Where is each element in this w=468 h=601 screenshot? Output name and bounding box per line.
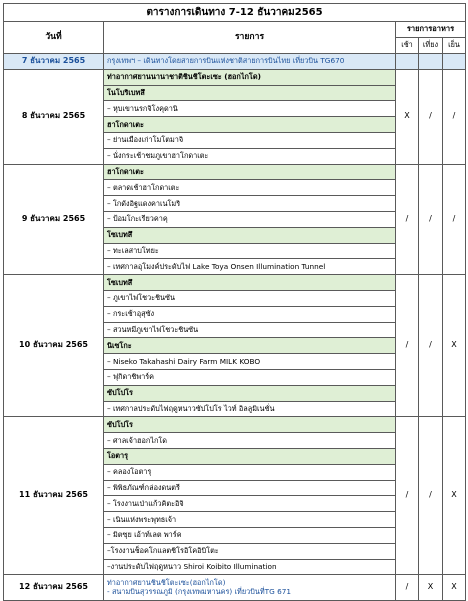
section-heading: โซเบทสึ bbox=[104, 275, 396, 291]
day-date: 12 ธันวาคม 2565 bbox=[4, 575, 104, 601]
meal-dinner: X bbox=[443, 417, 466, 575]
table-row bbox=[4, 69, 466, 85]
table-row bbox=[4, 417, 466, 433]
section-heading: ฮาโกดาเตะ bbox=[104, 164, 396, 180]
list-item: – คลองโอตารุ bbox=[104, 464, 396, 480]
list-item: – มิตซุย เอ้าท์เลต พาร์ค bbox=[104, 527, 396, 543]
section-heading: ฮาโกดาเตะ bbox=[104, 117, 396, 133]
list-item: – ย่านเมืองเก่าโมโตมาจิ bbox=[104, 132, 396, 148]
meal-dinner bbox=[443, 54, 466, 70]
meal-breakfast: X bbox=[396, 69, 419, 164]
item-line: - สนามบินสุวรรณภูมิ (กรุงเทพมหานคร) เที่ยวบินที่TG 671 bbox=[107, 586, 292, 596]
header-dinner: เย็น bbox=[443, 38, 466, 54]
list-item: – ฟุกิดาชิพาร์ค bbox=[104, 369, 396, 385]
list-item: – เทศกาลอุโมงค์ประดับไฟ Lake Toya Onsen Illumination Tunnel bbox=[104, 259, 396, 275]
table-row bbox=[4, 275, 466, 291]
list-item: –งานประดับไฟฤดูหนาว Shiroi Koibito Illumination bbox=[104, 559, 396, 575]
list-item: – Niseko Takahashi Dairy Farm MILK KOBO bbox=[104, 354, 396, 370]
meal-breakfast: / bbox=[396, 275, 419, 417]
section-heading: ซัปโปโร bbox=[104, 385, 396, 401]
header-breakfast: เช้า bbox=[396, 38, 419, 54]
table-row bbox=[4, 164, 466, 180]
list-item: – โกดังอิฐแดงคาเนโมริ bbox=[104, 196, 396, 212]
page-title: ตารางการเดินทาง 7-12 ธันวาคม2565 bbox=[4, 4, 466, 22]
list-item: – ตลาดเช้าฮาโกดาเตะ bbox=[104, 180, 396, 196]
meal-dinner: / bbox=[443, 69, 466, 164]
header-lunch: เที่ยง bbox=[419, 38, 443, 54]
day-date: 9 ธันวาคม 2565 bbox=[4, 164, 104, 275]
day-date: 10 ธันวาคม 2565 bbox=[4, 275, 104, 417]
section-heading: ซัปโปโร bbox=[104, 417, 396, 433]
list-item: – นั่งกระเช้าชมภูเขาฮาโกดาเตะ bbox=[104, 148, 396, 164]
list-item: – ภูเขาไฟโชวะชินซัน bbox=[104, 290, 396, 306]
meal-lunch: / bbox=[419, 69, 443, 164]
day-date: 8 ธันวาคม 2565 bbox=[4, 69, 104, 164]
itinerary-table bbox=[3, 3, 466, 601]
meal-lunch: / bbox=[419, 417, 443, 575]
section-heading: ท่าอากาศยานนานาชาติชินชิโตะเซะ (ฮอกไกโด) bbox=[104, 69, 396, 85]
section-heading: โนโบริเบทสึ bbox=[104, 85, 396, 101]
list-item: – ทะเลสาบโทยะ bbox=[104, 243, 396, 259]
meal-lunch: X bbox=[419, 575, 443, 601]
meal-breakfast: / bbox=[396, 164, 419, 275]
section-heading: นิเซโกะ bbox=[104, 338, 396, 354]
meal-breakfast: / bbox=[396, 575, 419, 601]
meal-dinner: X bbox=[443, 275, 466, 417]
meal-dinner: / bbox=[443, 164, 466, 275]
item-line: ท่าอากาศยานชินชิโตะเซะ(ฮอกไกโด) bbox=[107, 578, 226, 588]
list-item: – กระเช้าอุสุซัง bbox=[104, 306, 396, 322]
section-heading: โซเบทสึ bbox=[104, 227, 396, 243]
day-date: 11 ธันวาคม 2565 bbox=[4, 417, 104, 575]
meal-lunch: / bbox=[419, 275, 443, 417]
list-item: – พิพิธภัณฑ์กล่องดนตรี bbox=[104, 480, 396, 496]
list-item bbox=[104, 575, 396, 601]
list-item: – เทศกาลประดับไฟฤดูหนาวซัปโปโร ไวท์ อิลลูมิเนชั่น bbox=[104, 401, 396, 417]
list-item: – เนินแห่งพระพุทธเจ้า bbox=[104, 512, 396, 528]
meal-lunch: / bbox=[419, 164, 443, 275]
meal-lunch bbox=[419, 54, 443, 70]
list-item: – โรงงานเป่าแก้วคิตะอิจิ bbox=[104, 496, 396, 512]
table-row bbox=[4, 54, 466, 70]
list-item: กรุงเทพฯ – เดินทางโดยสายการบินแห่งชาติสายการบินไทย เที่ยวบิน TG670 bbox=[104, 54, 396, 70]
list-item: –โรงงานช็อคโกแลตชิโรอิโคอิบิโตะ bbox=[104, 543, 396, 559]
header-items: รายการ bbox=[104, 22, 396, 54]
meal-breakfast: / bbox=[396, 417, 419, 575]
list-item: – หุบเขานรกจิโงคุดานิ bbox=[104, 101, 396, 117]
meal-dinner: X bbox=[443, 575, 466, 601]
list-item: – สวนหมีภูเขาไฟโชวะชินซัน bbox=[104, 322, 396, 338]
meal-breakfast bbox=[396, 54, 419, 70]
header-day: วันที่ bbox=[4, 22, 104, 54]
list-item: – ป้อมโกะเรียวคาคุ bbox=[104, 211, 396, 227]
header-meals: รายการอาหาร bbox=[396, 22, 466, 38]
section-heading: โอตารุ bbox=[104, 448, 396, 464]
day-date: 7 ธันวาคม 2565 bbox=[4, 54, 104, 70]
table-row bbox=[4, 575, 466, 601]
list-item: – ศาลเจ้าฮอกไกโด bbox=[104, 433, 396, 449]
